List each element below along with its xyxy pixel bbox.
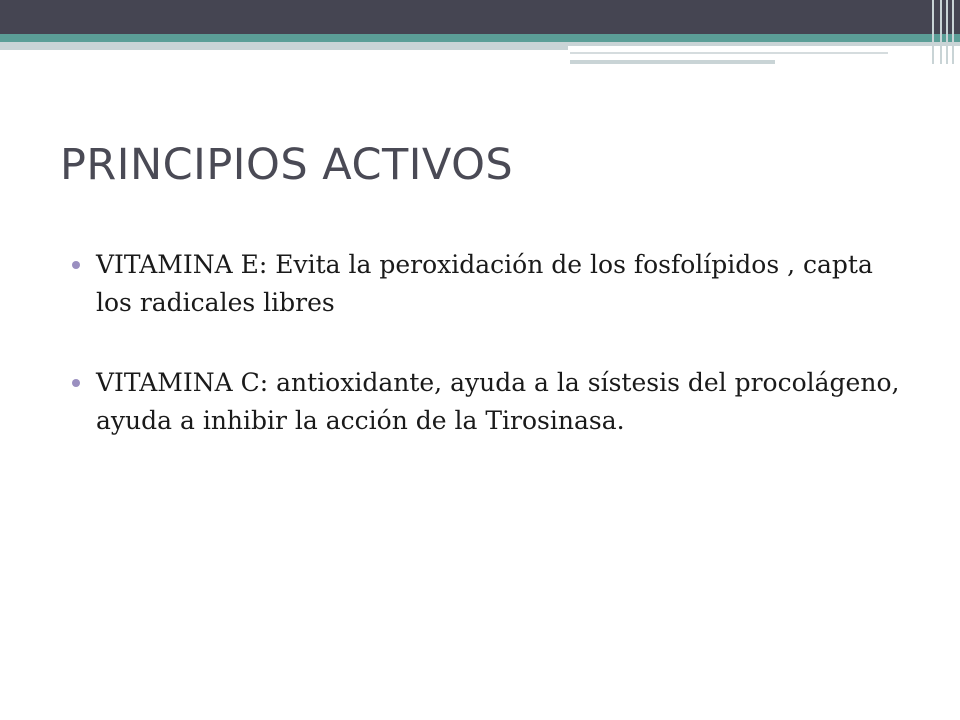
header-dark-band <box>0 0 960 34</box>
bullet-text: VITAMINA C: antioxidante, ayuda a la sístesis del procolágeno, ayuda a inhibir la acción de la Tirosinasa. <box>96 368 900 435</box>
slide-title: PRINCIPIOS ACTIVOS <box>60 140 514 190</box>
header-vertical-bar <box>946 0 948 64</box>
header-light-stripe <box>0 42 568 50</box>
bullet-dot-icon <box>72 261 80 269</box>
bullet-list <box>72 246 912 482</box>
header-teal-stripe <box>0 34 960 42</box>
header-vertical-bar <box>952 0 954 64</box>
header-vertical-bar <box>940 0 942 64</box>
header-thin-line <box>570 52 888 54</box>
bullet-item-vitamina-c <box>72 364 912 440</box>
bullet-item-vitamina-e <box>72 246 912 322</box>
header-light-stripe-right <box>568 42 960 46</box>
header-short-line <box>570 60 775 64</box>
header-vertical-bar <box>932 0 934 64</box>
bullet-dot-icon <box>72 379 80 387</box>
bullet-text: VITAMINA E: Evita la peroxidación de los fosfolípidos , capta los radicales libres <box>96 250 873 317</box>
